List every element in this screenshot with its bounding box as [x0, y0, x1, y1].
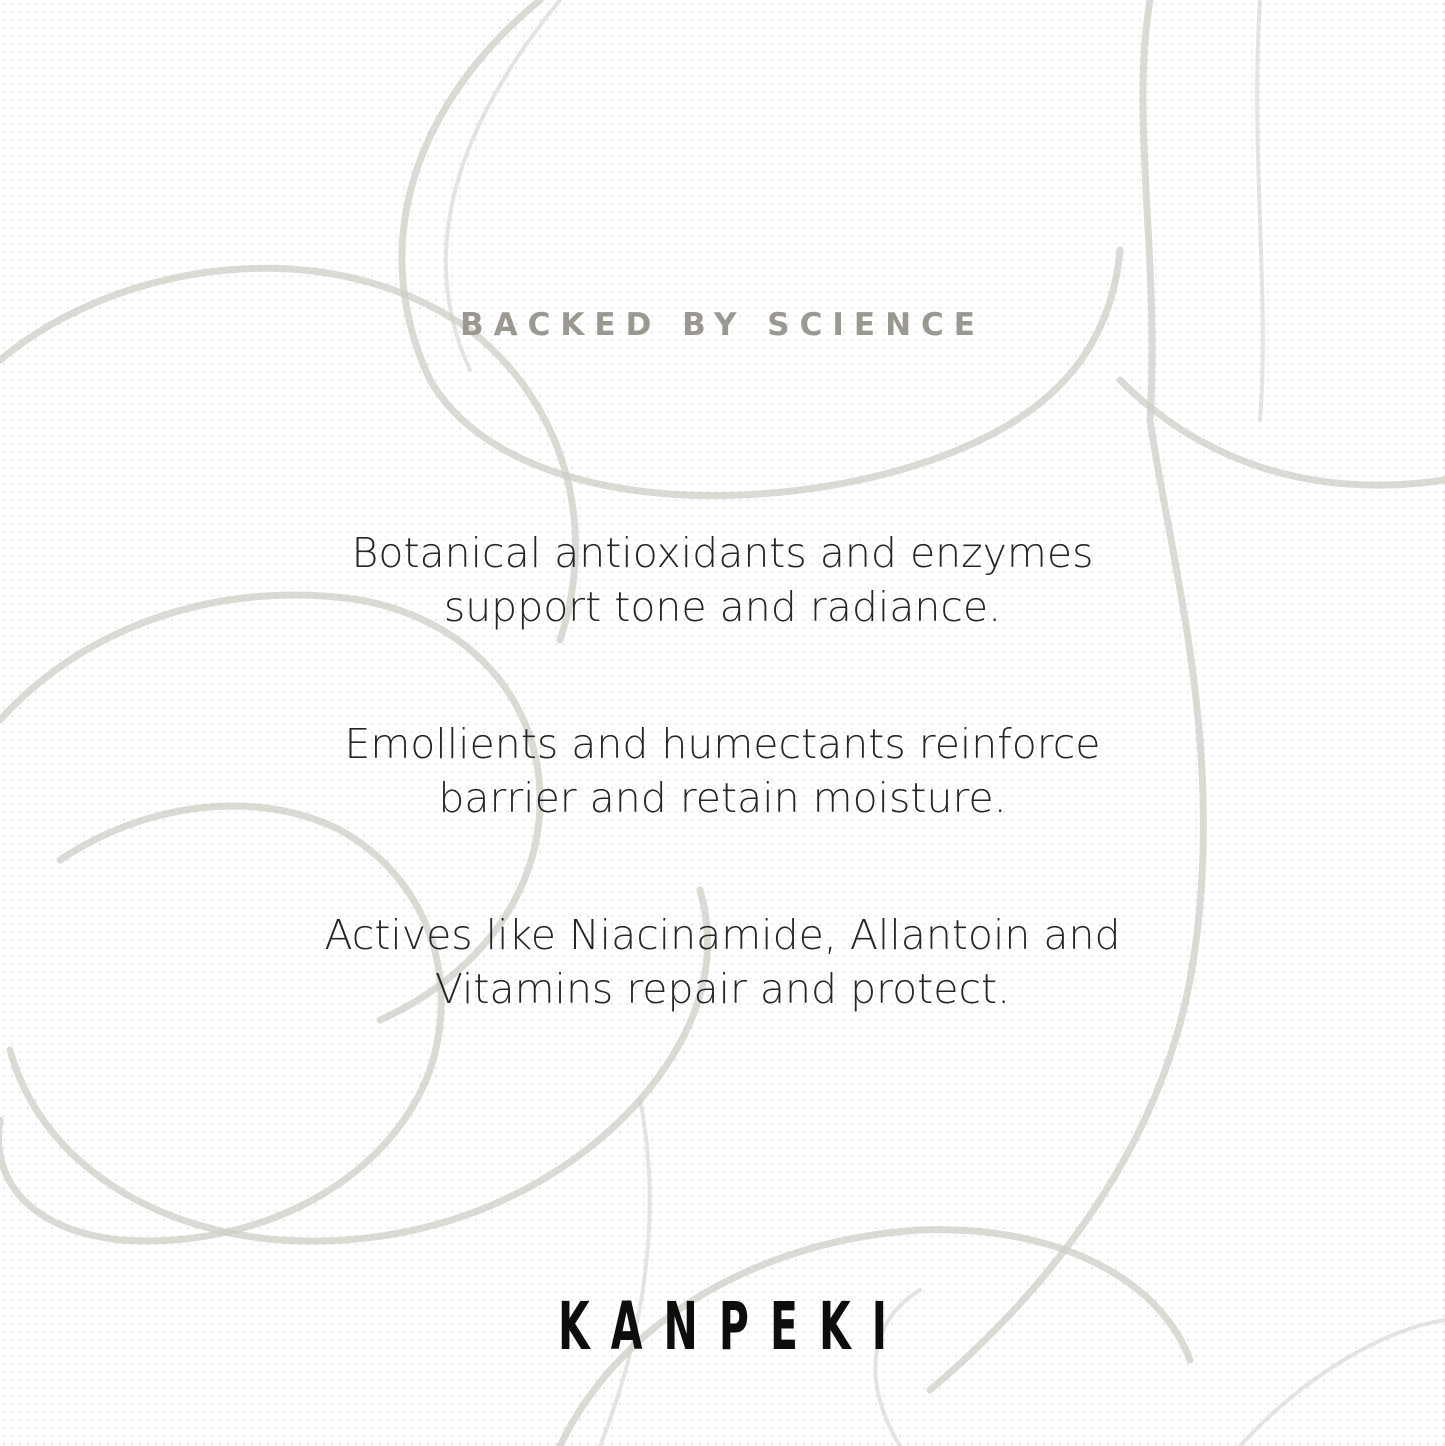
claim-line: barrier and retain moisture.: [438, 774, 1007, 822]
claim-line: Vitamins repair and protect.: [434, 965, 1011, 1013]
claim-actives: [0, 908, 1445, 1016]
swirl-line: [1240, 1320, 1445, 1446]
section-heading: BACKED BY SCIENCE: [460, 307, 985, 343]
swirl-line: [402, 0, 1120, 496]
swirl-line: [600, 1100, 650, 1446]
claim-botanical-antioxidants: [0, 526, 1445, 634]
swirl-line: [1120, 380, 1445, 485]
claim-line: support tone and radiance.: [443, 583, 1002, 631]
claim-line: Emollients and humectants reinforce: [344, 720, 1101, 768]
swirl-line: [1257, 0, 1263, 420]
brand-logo: KANPEKI: [558, 1288, 909, 1365]
claim-line: Botanical antioxidants and enzymes: [351, 529, 1094, 577]
claim-emollients-humectants: [0, 717, 1445, 825]
claim-line: Actives like Niacinamide, Allantoin and: [324, 911, 1121, 959]
claims-list: [0, 526, 1445, 1099]
